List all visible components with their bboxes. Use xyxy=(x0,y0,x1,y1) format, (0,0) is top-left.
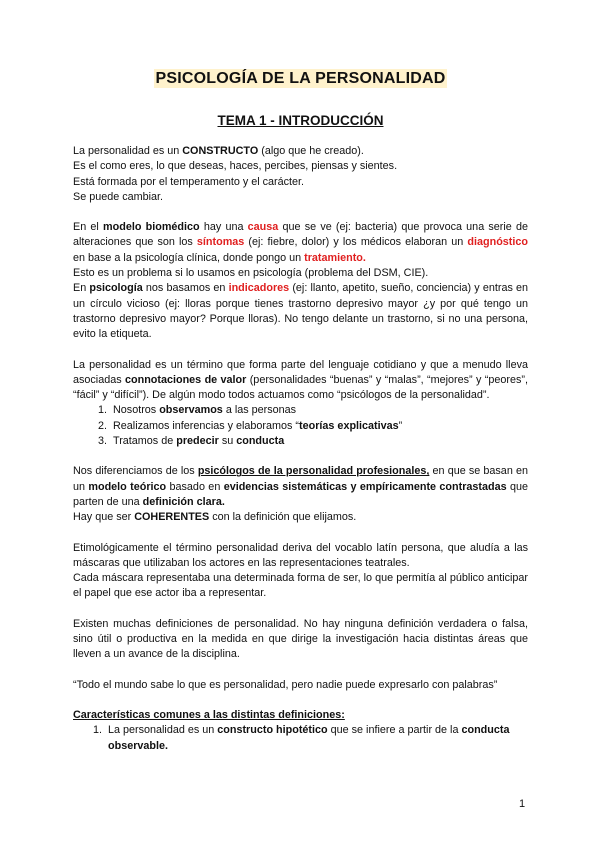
characteristics-section xyxy=(73,708,528,754)
numbered-list xyxy=(73,403,528,449)
characteristics-list xyxy=(73,723,528,754)
section-title: TEMA 1 - INTRODUCCIÓN xyxy=(217,113,384,128)
biomedical-model-paragraph: En el modelo biomédico hay una causa que se ve (ej: bacteria) que provoca una serie de alteraciones que son los síntomas (ej: fiebre, dolor) y los médicos elaboran un diagnóstico en base a la psicología clínica, donde pongo un tratamiento. Esto es un problema si lo usamos en psicología (problema del DSM, CIE). En psicología nos basamos en indicadores (ej: llanto, apetito, sueño, conciencia) y entras en un círculo vicioso (ej: lloras porque tienes trastorno depresivo mayor ¿y por qué tengo un trastorno depresivo mayor? Porque lloras). No tengo delante un trastorno, si no una persona, evito la etiqueta. xyxy=(73,221,529,341)
characteristics-heading: Características comunes a las distintas definiciones: xyxy=(73,708,345,721)
list-item: 3. Tratamos de predecir su conducta xyxy=(110,434,528,449)
quote: “Todo el mundo sabe lo que es personalidad, pero nadie puede expresarlo con palabras” xyxy=(73,678,498,691)
list-item: 1. La personalidad es un constructo hipotético que se infiere a partir de la conducta observable. xyxy=(105,723,528,754)
everyday-language-paragraph: La personalidad es un término que forma parte del lenguaje cotidiano y que a menudo lleva asociadas connotaciones de valor (personalidades “buenas” y “malas”, “mejores” y “peores”, “fácil” y “difícil”). De algún modo todos actuamos como “psicólogos de la personalidad”. 1. Nosotros observamos a las personas 2. Realizamos inferencias y elaboramos “teorías explicativas” 3. Tratamos de predecir su conducta xyxy=(73,358,528,450)
document-title: PSICOLOGÍA DE LA PERSONALIDAD xyxy=(155,70,446,87)
etymology-paragraph: Etimológicamente el término personalidad deriva del vocablo latín persona, que aludía a las máscaras que utilizaban los actores en las representaciones teatrales. Cada máscara representaba una determinada forma de ser, lo que permitía al público anticipar el papel que ese actor iba a representar. xyxy=(73,541,528,600)
intro-paragraph: La personalidad es un CONSTRUCTO (algo que he creado). Es el como eres, lo que deseas, haces, percibes, piensas y sientes. Está formada por el temperamento y el carácter. Se puede cambiar. xyxy=(73,145,398,203)
page-content xyxy=(73,70,528,754)
list-item: 2. Realizamos inferencias y elaboramos “teorías explicativas” xyxy=(110,419,528,434)
definitions-paragraph: Existen muchas definiciones de personalidad. No hay ninguna definición verdadera o falsa, sino útil o productiva en la medida en que dirige la investigación hacia distintas áreas que lleven a un avance de la disciplina. xyxy=(73,617,528,661)
page-number: 1 xyxy=(519,798,526,810)
list-item: 1. Nosotros observamos a las personas xyxy=(110,403,528,418)
professionals-paragraph: Nos diferenciamos de los psicólogos de la personalidad profesionales, en que se basan en un modelo teórico basado en evidencias sistemáticas y empíricamente contrastadas que parten de una definición clara. Hay que ser COHERENTES con la definición que elijamos. xyxy=(73,465,529,524)
